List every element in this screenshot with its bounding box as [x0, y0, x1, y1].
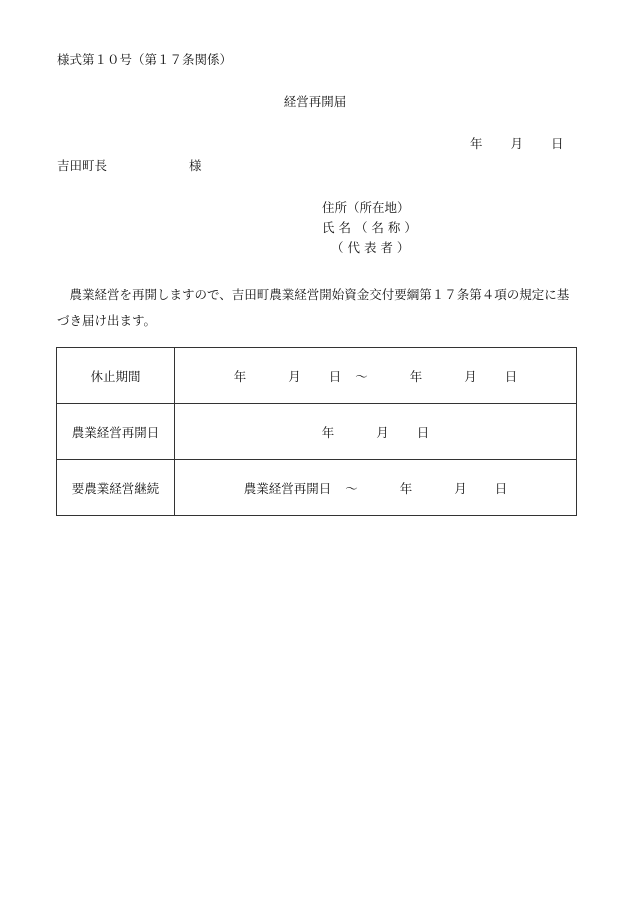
start-month: 月 — [288, 368, 301, 384]
range-separator: ～ — [355, 368, 368, 384]
row-label-suspension-period: 休止期間 — [57, 348, 175, 404]
addressee — [57, 156, 202, 174]
row-label-continuation: 要農業経営継続 — [57, 460, 175, 516]
applicant-name: 氏 名 （ 名 称 ） — [322, 220, 417, 235]
continuation-end-month: 月 — [454, 480, 467, 496]
date-day: 日 — [551, 136, 564, 151]
applicant-representative: （ 代 表 者 ） — [331, 240, 410, 255]
date-month: 月 — [510, 136, 524, 151]
suspension-period-value — [175, 348, 577, 404]
body-text: 農業経営を再開しますので、吉田町農業経営開始資金交付要綱第１７条第４項の規定に基づき届け出ます。 — [57, 287, 570, 328]
restart-day: 日 — [416, 424, 430, 440]
date-year: 年 — [470, 136, 483, 151]
end-year: 年 — [409, 368, 423, 384]
restart-date-value — [175, 404, 577, 460]
start-year: 年 — [233, 368, 247, 384]
info-table — [56, 347, 577, 516]
document-title: 経営再開届 — [283, 94, 347, 109]
addressee-honorific: 様 — [189, 158, 202, 173]
range-separator: ～ — [345, 480, 358, 496]
date-line — [470, 134, 564, 152]
applicant-block — [322, 198, 417, 258]
table-row — [57, 348, 577, 404]
restart-year: 年 — [321, 424, 335, 440]
continuation-end-day: 日 — [494, 480, 508, 496]
continuation-period-value — [175, 460, 577, 516]
form-number: 様式第１０号（第１７条関係） — [57, 52, 233, 67]
row-label-restart-date: 農業経営再開日 — [57, 404, 175, 460]
applicant-address: 住所（所在地） — [322, 200, 410, 215]
continuation-end-year: 年 — [399, 480, 413, 496]
addressee-name: 吉田町長 — [57, 158, 108, 173]
continuation-start: 農業経営再開日 — [243, 480, 332, 496]
restart-month: 月 — [376, 424, 389, 440]
table-row — [57, 460, 577, 516]
start-day: 日 — [328, 368, 342, 384]
table-row — [57, 404, 577, 460]
end-month: 月 — [464, 368, 477, 384]
end-day: 日 — [504, 368, 518, 384]
